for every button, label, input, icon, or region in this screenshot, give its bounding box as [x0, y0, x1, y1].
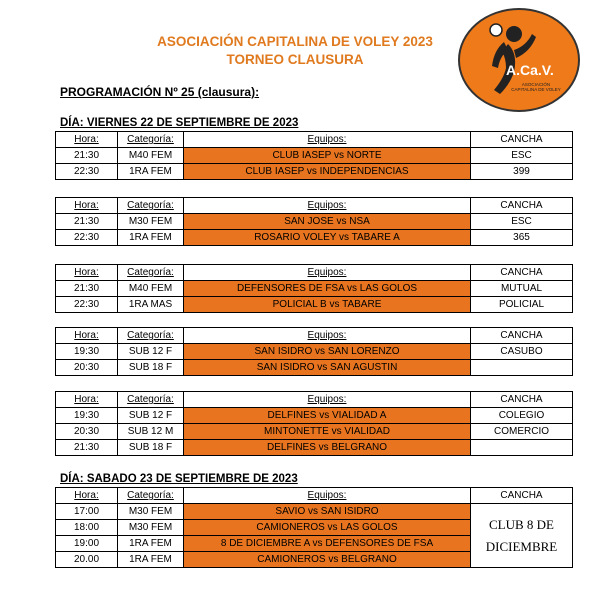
cell-categoria: SUB 12 M: [118, 424, 184, 440]
cell-categoria: 1RA FEM: [118, 552, 184, 568]
header-equipos: Equipos:: [184, 392, 471, 408]
header-equipos: Equipos:: [184, 488, 471, 504]
day-heading-saturday: DÍA: SABADO 23 DE SEPTIEMBRE DE 2023: [60, 473, 298, 485]
cell-cancha: MUTUAL: [471, 281, 573, 297]
header-equipos: Equipos:: [184, 265, 471, 281]
day-heading-friday: DÍA: VIERNES 22 DE SEPTIEMBRE DE 2023: [60, 117, 299, 129]
acav-logo: [458, 8, 580, 112]
cell-categoria: SUB 18 F: [118, 360, 184, 376]
header-hora: Hora:: [56, 392, 118, 408]
cell-categoria: M40 FEM: [118, 148, 184, 164]
cell-hora: 21:30: [56, 281, 118, 297]
cell-hora: 19:30: [56, 344, 118, 360]
table-row: [56, 297, 573, 313]
cell-cancha: ESC: [471, 148, 573, 164]
table-row: [56, 360, 573, 376]
header-cancha: CANCHA: [471, 198, 573, 214]
cell-cancha: COLEGIO: [471, 408, 573, 424]
cell-cancha: 365: [471, 230, 573, 246]
header-cancha: CANCHA: [471, 265, 573, 281]
cell-equipos: DEFENSORES DE FSA vs LAS GOLOS: [184, 281, 471, 297]
table-header-row: [56, 132, 573, 148]
cell-cancha: CASUBO: [471, 344, 573, 360]
cell-categoria: 1RA MAS: [118, 297, 184, 313]
cell-cancha: [471, 360, 573, 376]
table-row: [56, 230, 573, 246]
schedule-table-3: [55, 264, 573, 313]
cell-hora: 22:30: [56, 230, 118, 246]
cell-categoria: SUB 18 F: [118, 440, 184, 456]
cell-cancha: ESC: [471, 214, 573, 230]
header-cancha: CANCHA: [471, 488, 573, 504]
header-categoria: Categoría:: [118, 265, 184, 281]
header-categoria: Categoría:: [118, 392, 184, 408]
schedule-table-5: [55, 391, 573, 456]
cell-categoria: M30 FEM: [118, 520, 184, 536]
cell-hora: 20:30: [56, 360, 118, 376]
cell-hora: 18:00: [56, 520, 118, 536]
table-header-row: [56, 488, 573, 504]
cell-hora: 21:30: [56, 148, 118, 164]
table-row: [56, 164, 573, 180]
cell-cancha: POLICIAL: [471, 297, 573, 313]
header-hora: Hora:: [56, 328, 118, 344]
cell-equipos: SAVIO vs SAN ISIDRO: [184, 504, 471, 520]
cell-categoria: M40 FEM: [118, 281, 184, 297]
cell-categoria: SUB 12 F: [118, 344, 184, 360]
programacion-heading: PROGRAMACIÓN Nº 25 (clausura):: [60, 85, 260, 99]
cell-hora: 19:00: [56, 536, 118, 552]
tournament-title: TORNEO CLAUSURA: [226, 52, 364, 67]
header-cancha: CANCHA: [471, 392, 573, 408]
table-header-row: [56, 265, 573, 281]
header-equipos: Equipos:: [184, 132, 471, 148]
cell-hora: 22:30: [56, 164, 118, 180]
cell-categoria: 1RA FEM: [118, 230, 184, 246]
cell-equipos: POLICIAL B vs TABARE: [184, 297, 471, 313]
table-row: [56, 424, 573, 440]
table-row: [56, 344, 573, 360]
cell-categoria: 1RA FEM: [118, 536, 184, 552]
schedule-table-2: [55, 197, 573, 246]
table-row: [56, 440, 573, 456]
cell-categoria: SUB 12 F: [118, 408, 184, 424]
header-categoria: Categoría:: [118, 488, 184, 504]
header-categoria: Categoría:: [118, 198, 184, 214]
header-cancha: CANCHA: [471, 328, 573, 344]
cell-equipos: CLUB IASEP vs INDEPENDENCIAS: [184, 164, 471, 180]
schedule-table-1: [55, 131, 573, 180]
cell-hora: 20:30: [56, 424, 118, 440]
logo-text: A.Ca.V.: [506, 62, 554, 78]
cell-equipos: MINTONETTE vs VIALIDAD: [184, 424, 471, 440]
header-hora: Hora:: [56, 265, 118, 281]
header-hora: Hora:: [56, 488, 118, 504]
header-equipos: Equipos:: [184, 328, 471, 344]
table-row: [56, 504, 573, 520]
cell-cancha: 399: [471, 164, 573, 180]
table-header-row: [56, 392, 573, 408]
cell-equipos: DELFINES vs VIALIDAD A: [184, 408, 471, 424]
header-hora: Hora:: [56, 132, 118, 148]
cell-cancha: [471, 440, 573, 456]
table-row: [56, 408, 573, 424]
cell-hora: 17:00: [56, 504, 118, 520]
table-header-row: [56, 198, 573, 214]
cell-equipos: DELFINES vs BELGRANO: [184, 440, 471, 456]
logo-subtext: ASOCIACIÓN CAPITALINA DE VOLEY: [511, 82, 561, 92]
cell-equipos: SAN JOSE vs NSA: [184, 214, 471, 230]
header-categoria: Categoría:: [118, 132, 184, 148]
cell-equipos: CLUB IASEP vs NORTE: [184, 148, 471, 164]
cell-equipos: CAMIONEROS vs BELGRANO: [184, 552, 471, 568]
cell-categoria: M30 FEM: [118, 504, 184, 520]
cell-hora: 22:30: [56, 297, 118, 313]
association-title: ASOCIACIÓN CAPITALINA DE VOLEY 2023: [157, 34, 433, 49]
cell-hora: 21:30: [56, 214, 118, 230]
cell-equipos: 8 DE DICIEMBRE A vs DEFENSORES DE FSA: [184, 536, 471, 552]
schedule-table-4: [55, 327, 573, 376]
cell-categoria: M30 FEM: [118, 214, 184, 230]
table-row: [56, 148, 573, 164]
cell-equipos: CAMIONEROS vs LAS GOLOS: [184, 520, 471, 536]
cell-categoria: 1RA FEM: [118, 164, 184, 180]
schedule-table-6: [55, 487, 573, 568]
cell-equipos: ROSARIO VOLEY vs TABARE A: [184, 230, 471, 246]
table-row: [56, 281, 573, 297]
header-hora: Hora:: [56, 198, 118, 214]
header-cancha: CANCHA: [471, 132, 573, 148]
cell-equipos: SAN ISIDRO vs SAN LORENZO: [184, 344, 471, 360]
header-categoria: Categoría:: [118, 328, 184, 344]
cell-cancha-note: CLUB 8 DE DICIEMBRE: [471, 504, 573, 568]
cell-hora: 20.00: [56, 552, 118, 568]
cell-hora: 21:30: [56, 440, 118, 456]
header-equipos: Equipos:: [184, 198, 471, 214]
cell-equipos: SAN ISIDRO vs SAN AGUSTIN: [184, 360, 471, 376]
cell-hora: 19:30: [56, 408, 118, 424]
table-row: [56, 214, 573, 230]
table-header-row: [56, 328, 573, 344]
cell-cancha: COMERCIO: [471, 424, 573, 440]
